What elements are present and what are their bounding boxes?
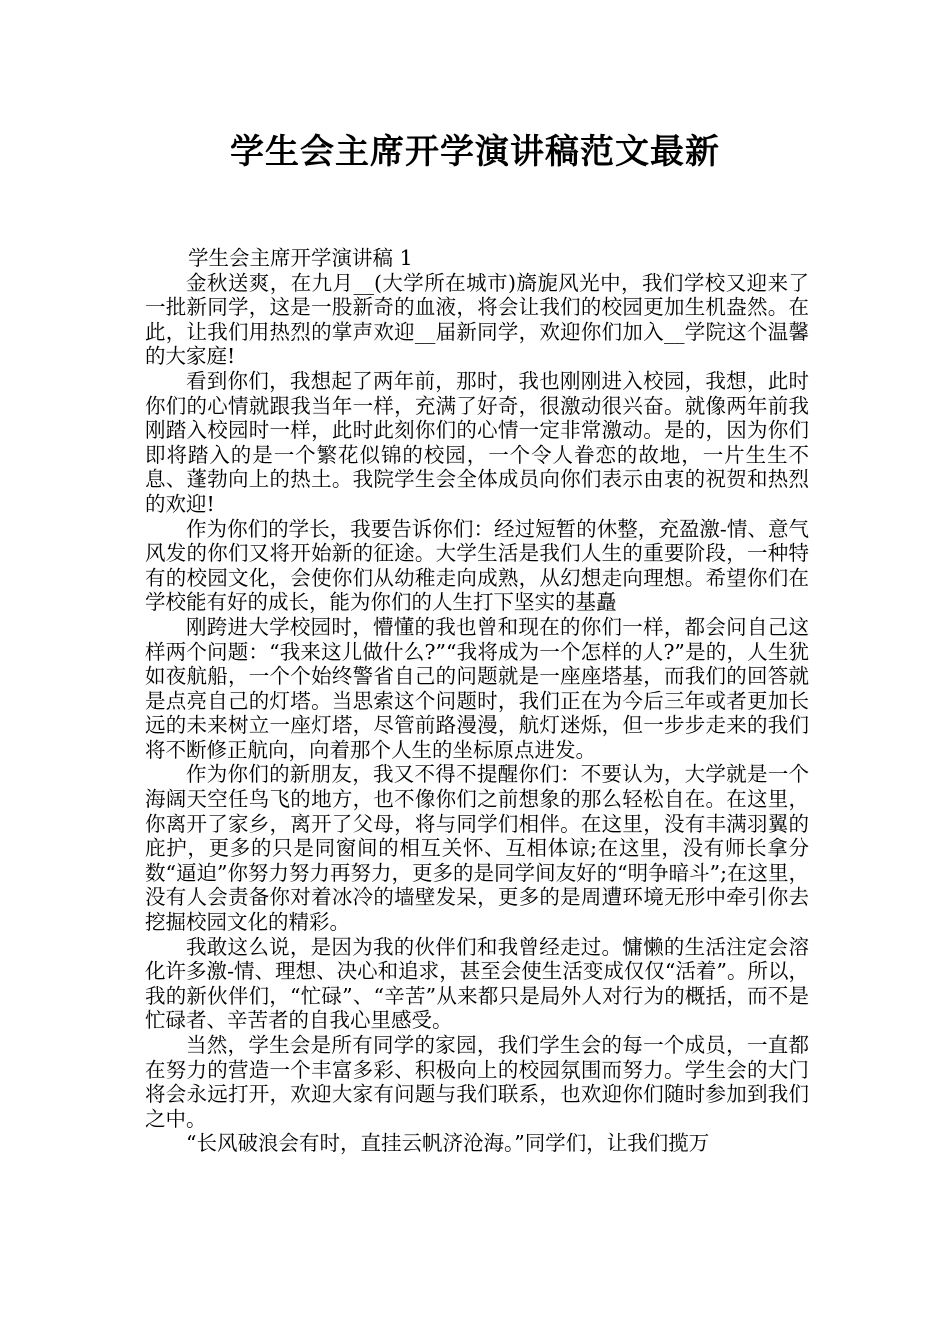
paragraph-8: “长风破浪会有时，直挂云帆济沧海。”同学们，让我们揽万 [186, 1131, 710, 1156]
paragraph-7: 当然，学生会是所有同学的家园，我们学生会的每一个成员，一直都在努力的营造一个丰富多彩、积极向上的校园氛围而努力。学生会的大门将会永远打开，欢迎大家有问题与我们联系，也欢迎你们随时参加到我们之中。 [145, 1033, 809, 1131]
paragraph-3: 作为你们的学长，我要告诉你们：经过短暂的休整，充盈激-情、意气风发的你们又将开始新的征途。大学生活是我们人生的重要阶段，一种特有的校园文化，会使你们从幼稚走向成熟，从幻想走向理想。希望你们在学校能有好的成长，能为你们的人生打下坚实的基矗 [145, 516, 809, 615]
section-heading: 学生会主席开学演讲稿 1 [188, 246, 413, 270]
paragraph-1: 金秋送爽，在九月__(大学所在城市)旖旎风光中，我们学校又迎来了一批新同学，这是一股新奇的血液，将会让我们的校园更加生机盎然。在此，让我们用热烈的掌声欢迎__届新同学，欢迎你们加入__学院这个温馨的大家庭! [145, 270, 809, 369]
paragraph-6: 我敢这么说，是因为我的伙伴们和我曾经走过。慵懒的生活注定会溶化许多激-情、理想、决心和追求，甚至会使生活变成仅仅“活着”。所以，我的新伙伴们，“忙碌”、“辛苦”从来都只是局外人对行为的概括，而不是忙碌者、辛苦者的自我心里感受。 [145, 934, 809, 1033]
paragraph-5: 作为你们的新朋友，我又不得不提醒你们：不要认为，大学就是一个海阔天空任鸟飞的地方，也不像你们之前想象的那么轻松自在。在这里，你离开了家乡，离开了父母，将与同学们相伴。在这里，没有丰满羽翼的庇护，更多的只是同窗间的相互关怀、互相体谅;在这里，没有师长拿分数“逼迫”你努力努力再努力，更多的是同学间友好的“明争暗斗”;在这里，没有人会责备你对着冰冷的墙壁发呆，更多的是周遭环境无形中牵引你去挖掘校园文化的精彩。 [145, 762, 809, 935]
document-body [145, 246, 809, 1156]
paragraph-4: 刚跨进大学校园时，懵懂的我也曾和现在的你们一样，都会问自己这样两个问题：“我来这儿做什么?”“我将成为一个怎样的人?”是的，人生犹如夜航船，一个个始终警省自己的问题就是一座座塔基，而我们的回答就是点亮自己的灯塔。当思索这个问题时，我们正在为今后三年或者更加长远的未来树立一座灯塔，尽管前路漫漫，航灯迷烁，但一步步走来的我们将不断修正航向，向着那个人生的坐标原点进发。 [145, 614, 809, 762]
page-title: 学生会主席开学演讲稿范文最新 [230, 132, 720, 172]
paragraph-2: 看到你们，我想起了两年前，那时，我也刚刚进入校园，我想，此时你们的心情就跟我当年一样，充满了好奇，很激动很兴奋。就像两年前我刚踏入校园时一样，此时此刻你们的心情一定非常激动。是的，因为你们即将踏入的是一个繁花似锦的校园，一个令人眷恋的故地，一片生生不息、蓬勃向上的热土。我院学生会全体成员向你们表示由衷的祝贺和热烈的欢迎! [145, 368, 809, 516]
